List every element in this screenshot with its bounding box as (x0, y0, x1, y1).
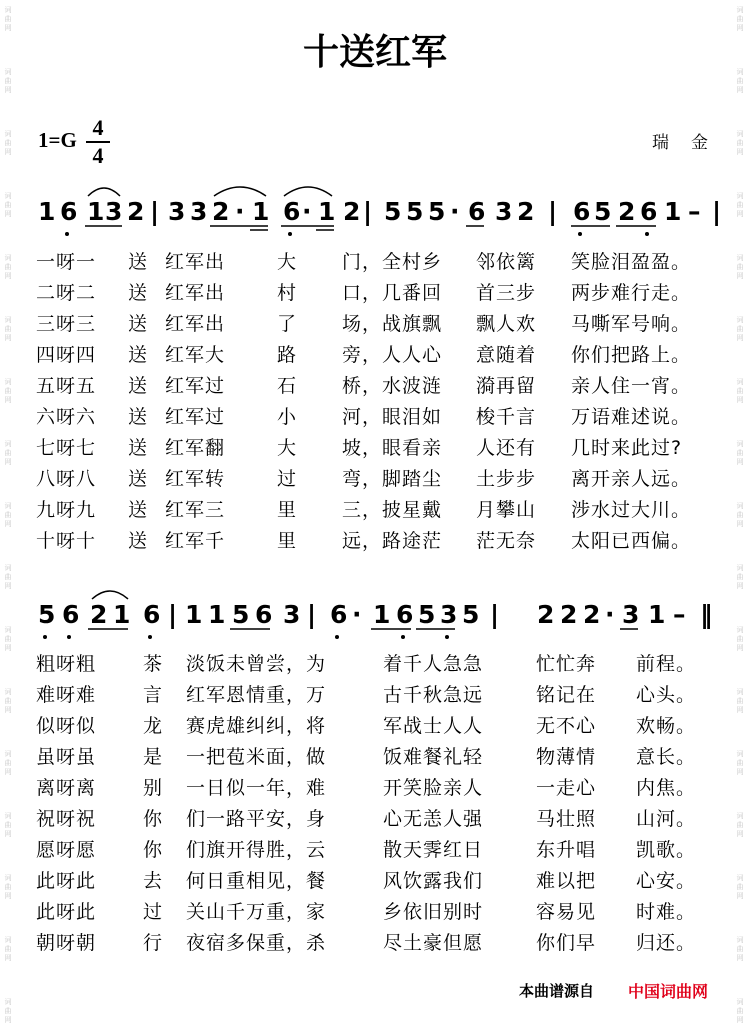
lyric: 龙 (143, 715, 164, 737)
lyric: 虽呀虽 (36, 746, 97, 768)
lyric: 离开亲人远。 (571, 468, 692, 490)
watermark-text: 词曲网 (4, 812, 12, 838)
lyric: 过 (277, 468, 298, 490)
note: 3 (190, 197, 208, 226)
watermark-text: 词曲网 (736, 316, 744, 342)
lyric: 心头。 (636, 684, 697, 706)
lyric: 远，路途茫 (342, 530, 443, 552)
lyric: 愿呀愿 (36, 839, 97, 861)
note: 6 (396, 600, 414, 629)
note: 3 (440, 600, 458, 629)
lyric: 坡，眼看亲 (342, 437, 443, 459)
lyric: 送 (128, 499, 149, 521)
lyric: 一呀一 (36, 251, 97, 273)
lyric: 夜宿多保重，杀 (186, 932, 327, 954)
note: 1 (185, 600, 203, 629)
lyric: 一日似一年，难 (186, 777, 327, 799)
song-title: 十送红军 (302, 32, 447, 73)
barline: | (168, 600, 178, 629)
note: 6 (468, 197, 486, 226)
watermark-text: 词曲网 (4, 254, 12, 280)
watermark-text: 词曲网 (736, 6, 744, 32)
slurs (88, 187, 332, 196)
watermark-text: 词曲网 (736, 130, 744, 156)
lyric: 七呀七 (36, 437, 97, 459)
watermark-text: 词曲网 (736, 254, 744, 280)
note: 6 (62, 600, 80, 629)
octave-dots (65, 232, 649, 236)
note: 5 (384, 197, 402, 226)
watermark-text: 词曲网 (4, 68, 12, 94)
lyric: 朝呀朝 (36, 932, 97, 954)
lyric: 十呀十 (36, 530, 97, 552)
lyric: 着千人急急 (383, 653, 484, 675)
lyric: 你们早 (536, 932, 597, 954)
barline: | (363, 197, 373, 226)
lyric: 乡依旧别时 (383, 901, 484, 923)
verse-row (0, 278, 750, 309)
lyric: 里 (277, 499, 298, 521)
lyric: 红军翻 (165, 437, 226, 459)
lyric: 万语难述说。 (571, 406, 692, 428)
lyric: 难呀难 (36, 684, 97, 706)
note: 2 (560, 600, 578, 629)
lyric: 红军三 (165, 499, 226, 521)
lyric: 小 (277, 406, 298, 428)
lyric: 首三步 (476, 282, 537, 304)
verse-row (0, 433, 750, 464)
lyric: 意长。 (636, 746, 697, 768)
lyric: 红军出 (165, 251, 226, 273)
lyric: 涉水过大川。 (571, 499, 692, 521)
verse-row (0, 649, 750, 680)
lyric: 亲人住一宵。 (571, 375, 692, 397)
lyric: 九呀九 (36, 499, 97, 521)
lyric: 五呀五 (36, 375, 97, 397)
meter-top: 4 (92, 115, 104, 140)
lyric: 了 (277, 313, 298, 335)
lyric: 三，披星戴 (342, 499, 443, 521)
verse-row (0, 402, 750, 433)
lyric: 茫无奈 (476, 530, 537, 552)
lyric: 红军出 (165, 313, 226, 335)
watermark-text: 词曲网 (4, 688, 12, 714)
lyric: 粗呀粗 (36, 653, 97, 675)
lyric: 时难。 (636, 901, 697, 923)
dot: · (450, 197, 460, 226)
note: 5 (428, 197, 446, 226)
lyric: 红军恩情重，万 (186, 684, 327, 706)
lyric: 们旗开得胜，云 (186, 839, 327, 861)
lyric: 言 (143, 684, 164, 706)
lyric: 红军过 (165, 406, 226, 428)
watermark-text: 词曲网 (736, 378, 744, 404)
lyric: 两步难行走。 (571, 282, 692, 304)
verse-row (0, 928, 750, 959)
lyric: 难以把 (536, 870, 597, 892)
note: 5 (232, 600, 250, 629)
note: 5 (462, 600, 480, 629)
lyric: 弯，脚踏尘 (342, 468, 443, 490)
note: 6 (640, 197, 658, 226)
lyric: 此呀此 (36, 870, 97, 892)
lyric: 心安。 (636, 870, 697, 892)
lyric: 笑脸泪盈盈。 (571, 251, 692, 273)
lyric: 茶 (143, 653, 164, 675)
note: 5 (594, 197, 612, 226)
note: 2 (127, 197, 145, 226)
watermark-text: 词曲网 (4, 626, 12, 652)
watermark-text: 词曲网 (4, 130, 12, 156)
lyric: 送 (128, 251, 149, 273)
watermark-text: 词曲网 (4, 192, 12, 218)
lyric: 里 (277, 530, 298, 552)
note: 3 (495, 197, 513, 226)
notation-line-1 (0, 180, 750, 240)
watermark-text: 词曲网 (4, 440, 12, 466)
note: 5 (406, 197, 424, 226)
dot: · (605, 600, 615, 629)
note: 1 (87, 197, 105, 226)
lyric: 送 (128, 313, 149, 335)
lyric: 旁，人人心 (342, 344, 443, 366)
lyric: 赛虎雄纠纠，将 (186, 715, 327, 737)
final-barline: ‖ (700, 600, 713, 629)
notation-line-2 (0, 583, 750, 643)
lyric: 送 (128, 437, 149, 459)
octave-dots (43, 635, 449, 639)
lyric: 大 (277, 251, 298, 273)
lyric: 六呀六 (36, 406, 97, 428)
lyric: 你 (143, 839, 164, 861)
verse-row (0, 804, 750, 835)
lyric: 淡饭未曾尝，为 (186, 653, 327, 675)
note: 3 (105, 197, 123, 226)
dash: – (688, 197, 701, 226)
lyric: 红军千 (165, 530, 226, 552)
lyric: 三呀三 (36, 313, 97, 335)
verse-row (0, 247, 750, 278)
note: 2 (343, 197, 361, 226)
note: 1 (252, 197, 270, 226)
lyric: 古千秋急远 (383, 684, 484, 706)
lyric: 去 (143, 870, 164, 892)
lyric: 行 (143, 932, 164, 954)
note: 2 (583, 600, 601, 629)
lyric: 八呀八 (36, 468, 97, 490)
lyric: 无不心 (536, 715, 597, 737)
lyric: 梭千言 (476, 406, 537, 428)
lyric: 石 (277, 375, 298, 397)
verse-row (0, 464, 750, 495)
verse-row (0, 309, 750, 340)
lyric: 容易见 (536, 901, 597, 923)
lyric: 似呀似 (36, 715, 97, 737)
watermark-text: 词曲网 (4, 998, 12, 1024)
watermark-text: 词曲网 (4, 936, 12, 962)
lyric: 别 (143, 777, 164, 799)
watermark-text: 词曲网 (736, 812, 744, 838)
lyric: 二呀二 (36, 282, 97, 304)
lyric: 送 (128, 375, 149, 397)
verse-row (0, 526, 750, 557)
watermark-text: 词曲网 (736, 192, 744, 218)
watermark-text: 词曲网 (4, 564, 12, 590)
watermark-text: 词曲网 (4, 378, 12, 404)
note: 3 (283, 600, 301, 629)
lyric: 几时来此过? (571, 437, 683, 459)
barline: | (548, 197, 558, 226)
lyric: 祝呀祝 (36, 808, 97, 830)
watermark-text: 词曲网 (736, 68, 744, 94)
lyric: 马嘶军号响。 (571, 313, 692, 335)
lyric: 太阳已西偏。 (571, 530, 692, 552)
lyric: 忙忙奔 (536, 653, 597, 675)
note: 5 (38, 600, 56, 629)
watermark-text: 词曲网 (736, 998, 744, 1024)
lyric: 红军过 (165, 375, 226, 397)
barline: | (490, 600, 500, 629)
verse-row (0, 340, 750, 371)
lyric: 饭难餐礼轻 (383, 746, 484, 768)
lyric: 红军出 (165, 282, 226, 304)
key-signature: 1=G (38, 128, 77, 152)
dash: – (673, 600, 686, 629)
lyric: 河，眼泪如 (342, 406, 443, 428)
lyric: 尽土豪但愿 (383, 932, 484, 954)
note: 1 (664, 197, 682, 226)
lyric: 送 (128, 468, 149, 490)
lyric: 口，几番回 (342, 282, 443, 304)
note: 2 (537, 600, 555, 629)
barline: | (150, 197, 160, 226)
note: 2 (517, 197, 535, 226)
lyric: 四呀四 (36, 344, 97, 366)
lyric: 前程。 (636, 653, 697, 675)
lyric: 红军转 (165, 468, 226, 490)
lyric: 东升唱 (536, 839, 597, 861)
lyric: 门，全村乡 (342, 251, 443, 273)
lyric: 路 (277, 344, 298, 366)
verse-row (0, 680, 750, 711)
lyric: 场，战旗飘 (342, 313, 443, 335)
lyric: 月攀山 (476, 499, 537, 521)
watermark-text: 词曲网 (4, 6, 12, 32)
note: 1 (208, 600, 226, 629)
lyric: 送 (128, 344, 149, 366)
watermark-text: 词曲网 (736, 564, 744, 590)
lyric: 飘人欢 (476, 313, 537, 335)
watermark-text: 词曲网 (736, 502, 744, 528)
lyric: 关山千万重，家 (186, 901, 327, 923)
watermark-text: 词曲网 (4, 502, 12, 528)
note: 6 (573, 197, 591, 226)
lyric: 心无恙人强 (383, 808, 484, 830)
note: 1 (113, 600, 131, 629)
watermark-text: 词曲网 (736, 440, 744, 466)
verse-row (0, 711, 750, 742)
verse-row (0, 866, 750, 897)
lyric: 送 (128, 282, 149, 304)
lyric: 散天霁红日 (383, 839, 484, 861)
lyric: 桥，水波涟 (342, 375, 443, 397)
watermark-text: 词曲网 (4, 874, 12, 900)
verse-row (0, 897, 750, 928)
lyric: 送 (128, 406, 149, 428)
lyric: 离呀离 (36, 777, 97, 799)
slurs (92, 591, 128, 599)
lyric: 意随着 (476, 344, 537, 366)
lyric: 何日重相见，餐 (186, 870, 327, 892)
note: 2 (90, 600, 108, 629)
lyric: 漪再留 (476, 375, 537, 397)
note: 6 (143, 600, 161, 629)
lyric: 铭记在 (536, 684, 597, 706)
watermark-text: 词曲网 (736, 936, 744, 962)
lyric: 马壮照 (536, 808, 597, 830)
note: 3 (168, 197, 186, 226)
source-label: 本曲谱源自 (519, 982, 595, 1000)
note: 2 (618, 197, 636, 226)
lyric: 一走心 (536, 777, 597, 799)
watermark-text: 词曲网 (736, 626, 744, 652)
site-name-link[interactable]: 中国词曲网 (628, 982, 709, 1001)
note: 1 (648, 600, 666, 629)
lyric: 人还有 (476, 437, 537, 459)
lyric: 军战士人人 (383, 715, 484, 737)
watermark-text: 词曲网 (736, 874, 744, 900)
lyric: 你 (143, 808, 164, 830)
watermark-text: 词曲网 (4, 750, 12, 776)
lyric: 开笑脸亲人 (383, 777, 484, 799)
dot: · (235, 197, 245, 226)
lyric: 是 (143, 746, 164, 768)
verse-row (0, 371, 750, 402)
note: 1 (318, 197, 336, 226)
lyric: 风饮露我们 (383, 870, 484, 892)
verse-row (0, 742, 750, 773)
lyric: 归还。 (636, 932, 697, 954)
meter-bottom: 4 (92, 143, 104, 168)
verse-row (0, 835, 750, 866)
author: 瑞金 (652, 133, 730, 153)
lyric: 欢畅。 (636, 715, 697, 737)
note: 6 (255, 600, 273, 629)
lyric: 邻依篱 (476, 251, 537, 273)
verse-row (0, 773, 750, 804)
barline: | (307, 600, 317, 629)
lyric: 村 (277, 282, 298, 304)
note: 5 (418, 600, 436, 629)
lyric: 凯歌。 (636, 839, 697, 861)
note: 6 (60, 197, 78, 226)
verse-row (0, 495, 750, 526)
dot: · (302, 197, 312, 226)
note: 6 (330, 600, 348, 629)
lyric: 红军大 (165, 344, 226, 366)
lyric: 你们把路上。 (571, 344, 692, 366)
watermark-text: 词曲网 (736, 688, 744, 714)
note: 1 (38, 197, 56, 226)
lyric: 物薄情 (536, 746, 597, 768)
note: 6 (283, 197, 301, 226)
lyric: 土步步 (476, 468, 537, 490)
note: 1 (373, 600, 391, 629)
note: 2 (212, 197, 230, 226)
lyric: 山河。 (636, 808, 697, 830)
lyric: 大 (277, 437, 298, 459)
watermark-text: 词曲网 (736, 750, 744, 776)
lyric: 过 (143, 901, 164, 923)
lyric: 们一路平安，身 (186, 808, 327, 830)
rhythm-underlines (85, 226, 656, 230)
note: 3 (622, 600, 640, 629)
lyric: 此呀此 (36, 901, 97, 923)
lyric: 送 (128, 530, 149, 552)
dot: · (352, 600, 362, 629)
time-signature (86, 116, 110, 168)
lyric: 一把苞米面，做 (186, 746, 327, 768)
lyric: 内焦。 (636, 777, 697, 799)
barline: | (712, 197, 722, 226)
watermark-text: 词曲网 (4, 316, 12, 342)
